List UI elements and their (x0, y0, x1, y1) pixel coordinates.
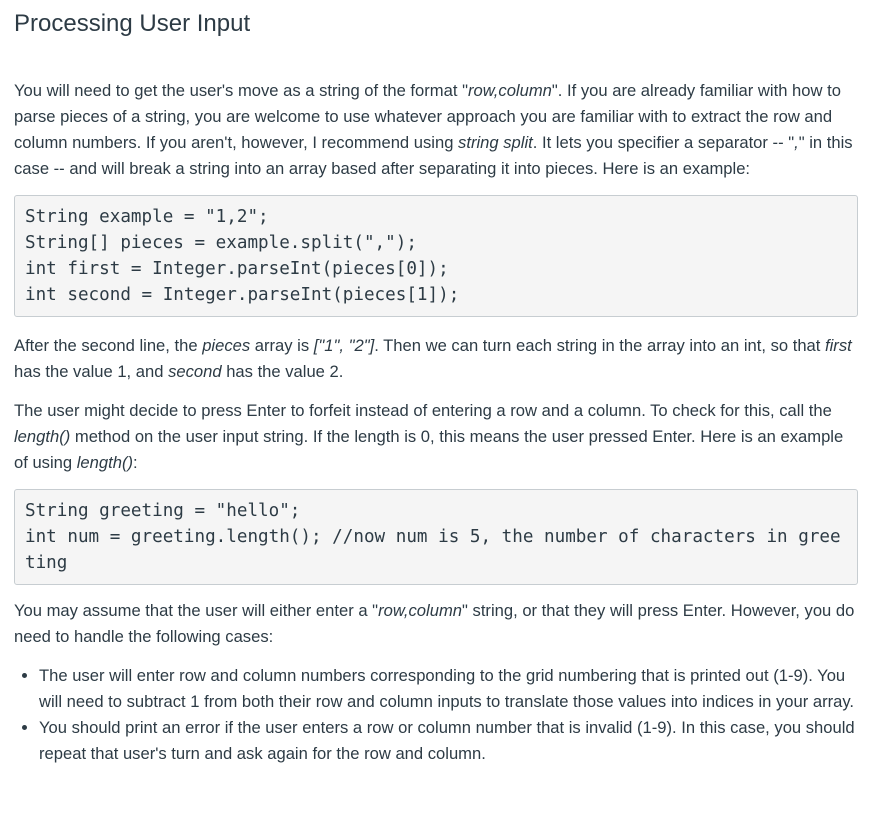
format-term: row,column (378, 601, 463, 620)
assumption-paragraph: You may assume that the user will either enter a "row,column" string, or that they will press Enter. However, you do need to handle the following cases: (14, 601, 855, 646)
format-term: row,column (467, 81, 552, 100)
first-term: first (825, 336, 852, 355)
length-term: length() (76, 453, 133, 472)
string-split-term: string split (458, 133, 533, 152)
code-line: int num = greeting.length(); //now num is 5, the number of characters in greeting (25, 527, 841, 573)
intro-paragraph: You will need to get the user's move as a string of the format "row,column". If you are already familiar with how to parse pieces of a string, you are welcome to use whatever approach you are familiar with to extract the row and column numbers. If you aren't, however, I recommend using string split. It lets you specifier a separator -- "," in this case -- and will break a string into an array based after separating it into pieces. Here is an example: (14, 81, 853, 178)
code-line: int first = Integer.parseInt(pieces[0]); (25, 259, 449, 279)
separator-term: , (794, 133, 799, 152)
list-item: • You should print an error if the user enters a row or column number that is invalid (1-9). In this case, you should repeat that user's turn and ask again for the row and column. (39, 715, 858, 767)
code-line: String example = "1,2"; (25, 207, 269, 227)
explanation-paragraph: After the second line, the pieces array is ["1", "2"]. Then we can turn each string in the array into an int, so that first has the value 1, and second has the value 2. (14, 336, 852, 381)
array-term: ["1", "2"] (313, 336, 375, 355)
second-term: second (168, 362, 222, 381)
code-line: int second = Integer.parseInt(pieces[1]); (25, 285, 460, 305)
page-title: Processing User Input (14, 10, 251, 37)
split-code-block (14, 195, 858, 317)
cases-list (14, 663, 858, 767)
code-line: String[] pieces = example.split(","); (25, 233, 417, 253)
length-term: length() (14, 427, 71, 446)
length-code-block (14, 489, 858, 585)
pieces-term: pieces (202, 336, 251, 355)
list-item: • The user will enter row and column numbers corresponding to the grid numbering that is printed out (1-9). You will need to subtract 1 from both their row and column inputs to translate those values into indices in your array. (39, 663, 858, 715)
code-line: String greeting = "hello"; (25, 501, 301, 521)
length-paragraph: The user might decide to press Enter to forfeit instead of entering a row and a column. To check for this, call the length() method on the user input string. If the length is 0, this means the user pressed Enter. Here is an example of using length(): (14, 401, 844, 472)
